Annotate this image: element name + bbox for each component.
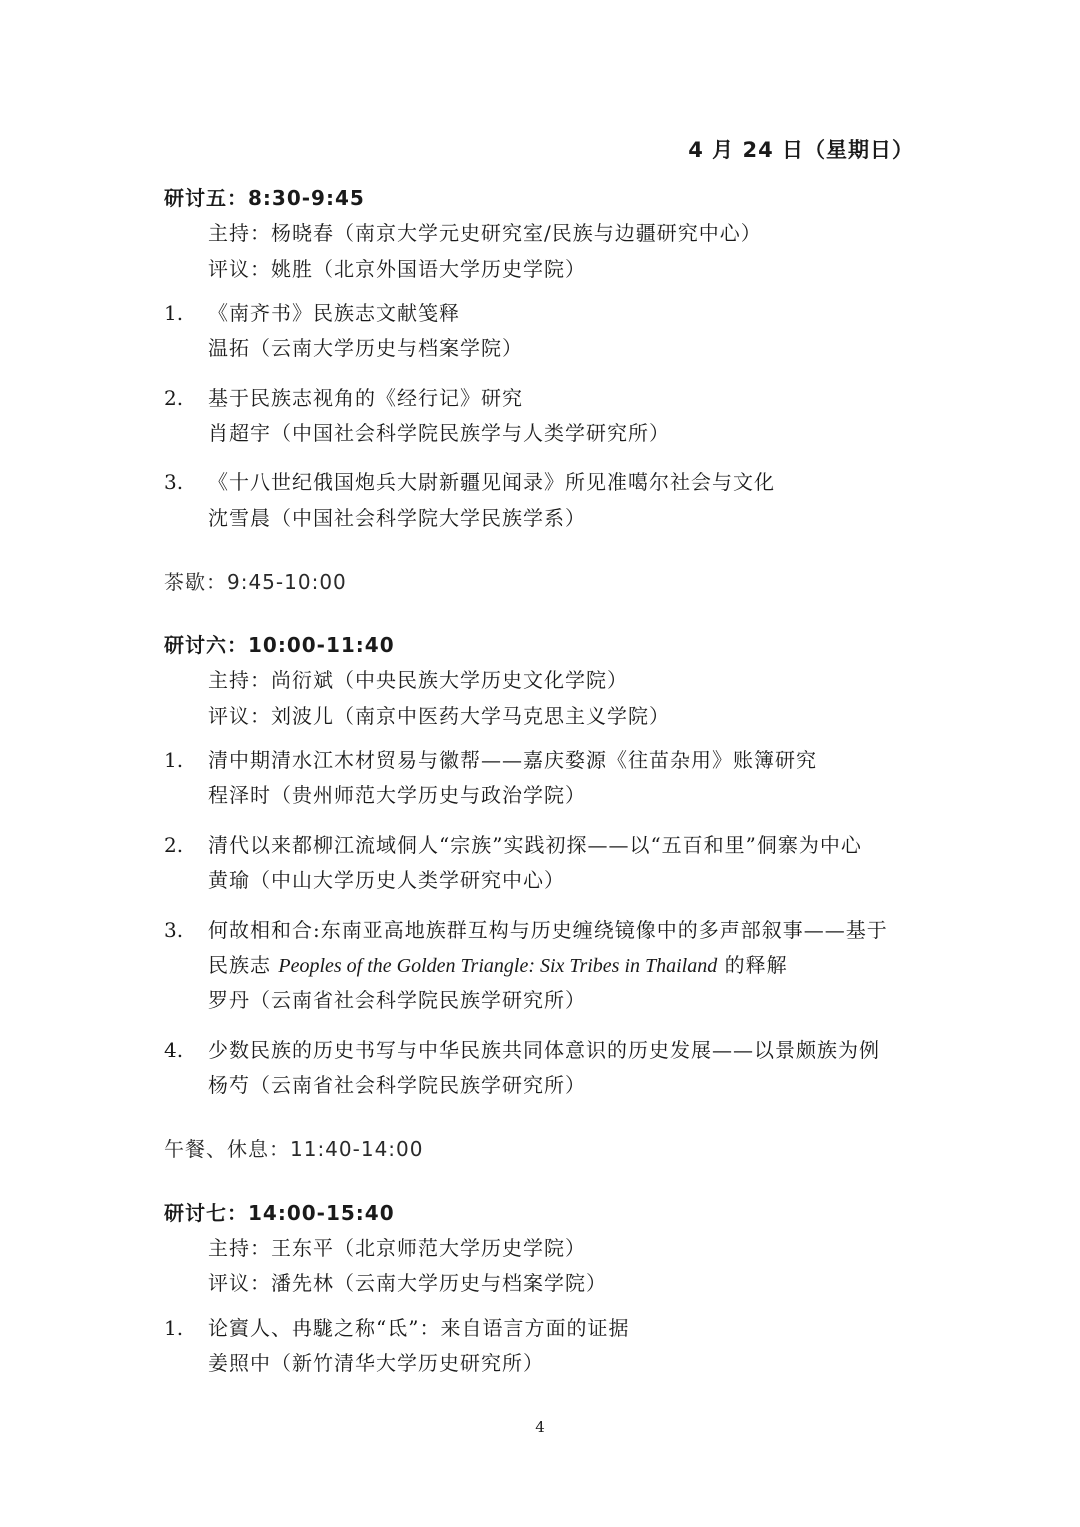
s7-item-1-title: 论賨人、冉駹之称“氐”：来自语言方面的证据 <box>208 1316 630 1340</box>
s6-item-1-title: 清中期清水江木材贸易与徽帮——嘉庆婺源《往苗杂用》账簿研究 <box>208 748 817 772</box>
s5-item-2-number: 2. <box>164 386 184 410</box>
s5-item-2-title: 基于民族志视角的《经行记》研究 <box>208 386 523 410</box>
session-7-discussant: 评议：潘先林（云南大学历史与档案学院） <box>208 1271 607 1295</box>
session-6-discussant: 评议：刘波儿（南京中医药大学马克思主义学院） <box>208 704 670 728</box>
s5-item-3-author: 沈雪晨（中国社会科学院大学民族学系） <box>208 506 586 530</box>
s6-item-2-number: 2. <box>164 833 184 857</box>
s6-item-2-title: 清代以来都柳江流域侗人“宗族”实践初探——以“五百和里”侗寨为中心 <box>208 833 862 857</box>
session-7-host: 主持：王东平（北京师范大学历史学院） <box>208 1236 586 1260</box>
s6-item-4-author: 杨芍（云南省社会科学院民族学研究所） <box>208 1073 586 1097</box>
s5-item-1-author: 温拓（云南大学历史与档案学院） <box>208 336 523 360</box>
s6-item-1-author: 程泽时（贵州师范大学历史与政治学院） <box>208 783 586 807</box>
session-6-host: 主持：尚衍斌（中央民族大学历史文化学院） <box>208 668 628 692</box>
s6-item-1-number: 1. <box>164 748 184 772</box>
s6-item-3-title: 何故相和合:东南亚高地族群互构与历史缠绕镜像中的多声部叙事——基于 <box>208 918 888 942</box>
s6-item-3-title-suffix: 的释解 <box>717 953 788 977</box>
session-5-heading: 研讨五：8:30-9:45 <box>164 186 365 210</box>
s6-item-4-title: 少数民族的历史书写与中华民族共同体意识的历史发展——以景颇族为例 <box>208 1038 880 1062</box>
session-6-heading: 研讨六：10:00-11:40 <box>164 633 395 657</box>
s5-item-1-number: 1. <box>164 301 184 325</box>
session-5-discussant: 评议：姚胜（北京外国语大学历史学院） <box>208 257 586 281</box>
s5-item-1-title: 《南齐书》民族志文献笺释 <box>208 301 460 325</box>
s5-item-3-number: 3. <box>164 470 184 494</box>
s5-item-2-author: 肖超宇（中国社会科学院民族学与人类学研究所） <box>208 421 670 445</box>
schedule-date: 4 月 24 日（星期日） <box>688 138 914 162</box>
session-5-host: 主持：杨晓春（南京大学元史研究室/民族与边疆研究中心） <box>208 221 762 245</box>
s6-item-3-title-prefix: 民族志 <box>208 953 279 977</box>
s6-item-2-author: 黄瑜（中山大学历史人类学研究中心） <box>208 868 565 892</box>
page-number: 4 <box>535 1418 545 1436</box>
session-7-heading: 研讨七：14:00-15:40 <box>164 1201 395 1225</box>
tea-break: 茶歇：9:45-10:00 <box>164 570 347 594</box>
s6-item-3-title-continued <box>208 951 788 980</box>
s5-item-3-title: 《十八世纪俄国炮兵大尉新疆见闻录》所见准噶尔社会与文化 <box>208 470 775 494</box>
s6-item-4-number: 4. <box>164 1038 184 1062</box>
s6-item-3-number: 3. <box>164 918 184 942</box>
s7-item-1-author: 姜照中（新竹清华大学历史研究所） <box>208 1351 544 1375</box>
lunch-break: 午餐、休息：11:40-14:00 <box>164 1137 424 1161</box>
s6-item-3-book-title: Peoples of the Golden Triangle: Six Tribes in Thailand <box>278 955 718 977</box>
s6-item-3-author: 罗丹（云南省社会科学院民族学研究所） <box>208 988 586 1012</box>
s7-item-1-number: 1. <box>164 1316 184 1340</box>
